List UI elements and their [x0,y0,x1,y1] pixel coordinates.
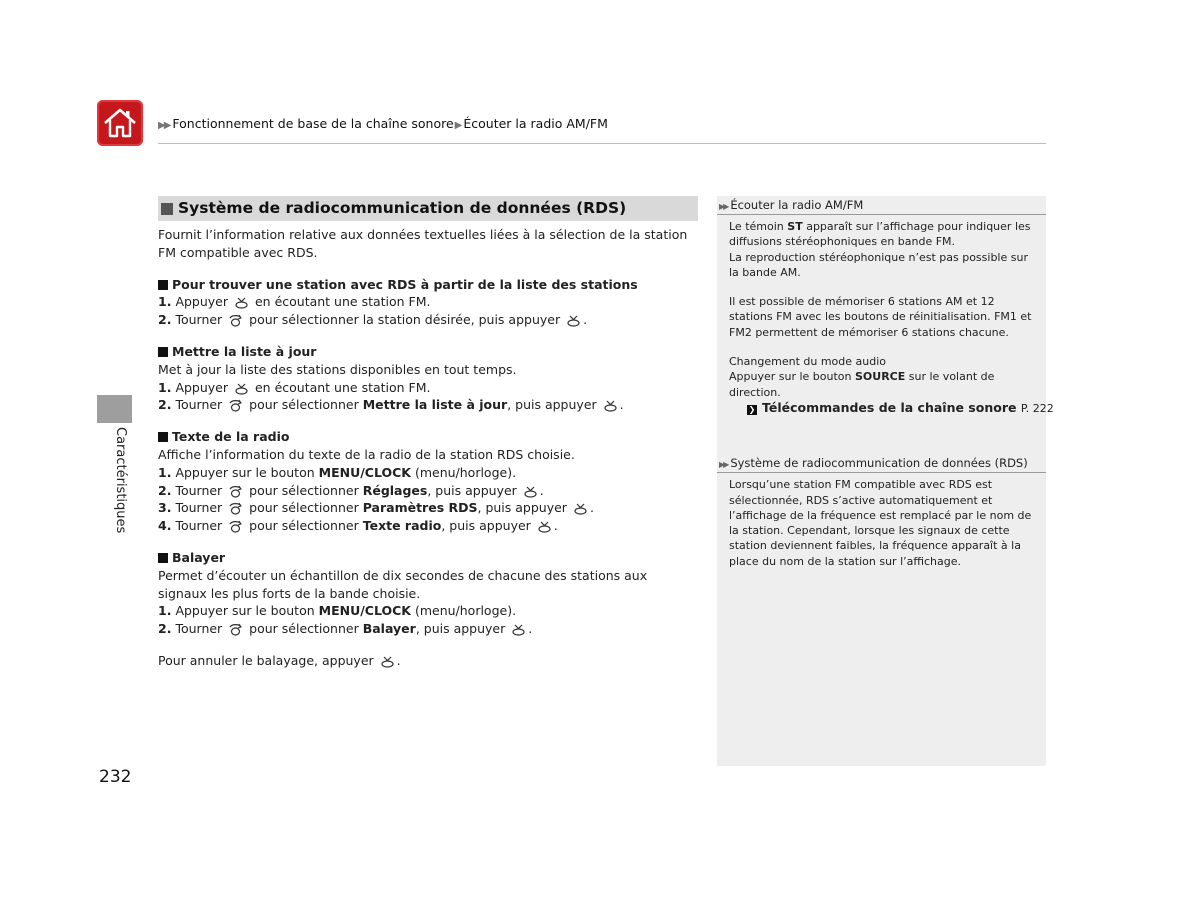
link-arrow-icon: ❯ [748,404,756,414]
subsection-scan-desc: Permet d’écouter un échantillon de dix secondes de chacune des stations aux signaux les plus forts de la bande choisie. [158,567,648,601]
rotate-knob-icon [228,501,243,515]
rotate-knob-icon [228,484,243,498]
step: 2. Tourner pour sélectionner Balayer, puis appuyer . [158,621,533,637]
subsection-update-title: Mettre la liste à jour [158,343,698,361]
step: 2. Tourner pour sélectionner la station désirée, puis appuyer . [158,312,588,328]
note-body: Lorsqu’une station FM compatible avec RDS est sélectionnée, RDS s’active automatiquement et l’affichage de la fréquence est remplacé par le nom de la station. Cependant, lorsque les signaux de cette station deviennent faibles, la fréquence apparaît à la place du nom de la station sur l’affichage. [729,478,1032,568]
press-knob-icon [523,484,538,498]
press-knob-icon [566,313,581,327]
breadcrumb [158,116,608,131]
square-bullet-icon [161,203,173,215]
rotate-knob-icon [228,519,243,533]
section-title [158,196,698,221]
square-bullet-icon [158,432,168,442]
square-bullet-icon [158,553,168,563]
chapter-tab[interactable] [97,395,132,423]
main-content [158,196,698,670]
step: 1. Appuyer en écoutant une station FM. [158,379,431,395]
press-knob-icon [573,501,588,515]
step: 1. Appuyer sur le bouton MENU/CLOCK (menu/horloge). [158,464,517,480]
home-button[interactable] [97,100,143,146]
step: 2. Tourner pour sélectionner Réglages, puis appuyer . [158,482,544,498]
breadcrumb-link-audio-basics[interactable]: Fonctionnement de base de la chaîne sonore [172,116,454,131]
chapter-label: Caractéristiques [113,427,128,534]
rotate-knob-icon [228,313,243,327]
breadcrumb-link-am-fm[interactable]: Écouter la radio AM/FM [463,116,608,131]
header-divider [158,143,1046,144]
rotate-knob-icon [228,622,243,636]
subsection-find-title: Pour trouver une station avec RDS à partir de la liste des stations [158,276,698,294]
note-marker-icon: ▶▶ [719,202,728,211]
notes-panel [717,196,1054,766]
press-knob-icon [511,622,526,636]
double-arrow-icon: ▶▶ [158,120,170,131]
press-knob-icon [537,519,552,533]
page-number: 232 [99,767,132,787]
subsection-scan-title: Balayer [158,549,698,567]
square-bullet-icon [158,347,168,357]
section-title-text: Système de radiocommunication de données (RDS) [178,198,627,217]
note-body: Le témoin ST apparaît sur l’affichage pour indiquer les diffusions stéréophoniques en bande FM. La reproduction stéréophonique n’est pas possible sur la bande AM. Il est possible de mémoriser 6 stations AM et 12 stations FM avec les boutons de réinitialisation. FM1 et FM2 permettent de mémoriser 6 stations chacune. Changement du mode audio Appuyer sur le bouton SOURCE sur le volant de direction. ❯ Télécommandes de la chaîne sonore P. 222 [729,220,1054,415]
press-knob-icon [380,654,395,668]
subsection-text-desc: Affiche l’information du texte de la radio de la station RDS choisie. [158,446,575,462]
square-bullet-icon [158,280,168,290]
arrow-icon: ▶ [454,120,463,131]
note-heading: ▶▶ Écouter la radio AM/FM [717,196,1046,215]
subsection-text-title: Texte de la radio [158,428,698,446]
rotate-knob-icon [228,398,243,412]
step: 4. Tourner pour sélectionner Texte radio, puis appuyer . [158,518,558,534]
note-heading: ▶▶ Système de radiocommunication de données (RDS) [717,454,1046,473]
home-icon [102,105,138,141]
press-knob-icon [234,295,249,309]
step: 3. Tourner pour sélectionner Paramètres RDS, puis appuyer . [158,500,594,516]
cross-reference-link[interactable]: ❯ Télécommandes de la chaîne sonore P. 222 [748,399,1054,415]
press-knob-icon [234,381,249,395]
note-marker-icon: ▶▶ [719,460,728,470]
cancel-scan-text: Pour annuler le balayage, appuyer . [158,652,401,668]
intro-text: Fournit l’information relative aux données textuelles liées à la sélection de la station FM compatible avec RDS. [158,227,688,260]
step: 2. Tourner pour sélectionner Mettre la liste à jour, puis appuyer . [158,397,624,413]
subsection-update-desc: Met à jour la liste des stations disponibles en tout temps. [158,361,517,377]
step: 1. Appuyer sur le bouton MENU/CLOCK (menu/horloge). [158,603,517,619]
press-knob-icon [603,398,618,412]
step: 1. Appuyer en écoutant une station FM. [158,294,431,310]
